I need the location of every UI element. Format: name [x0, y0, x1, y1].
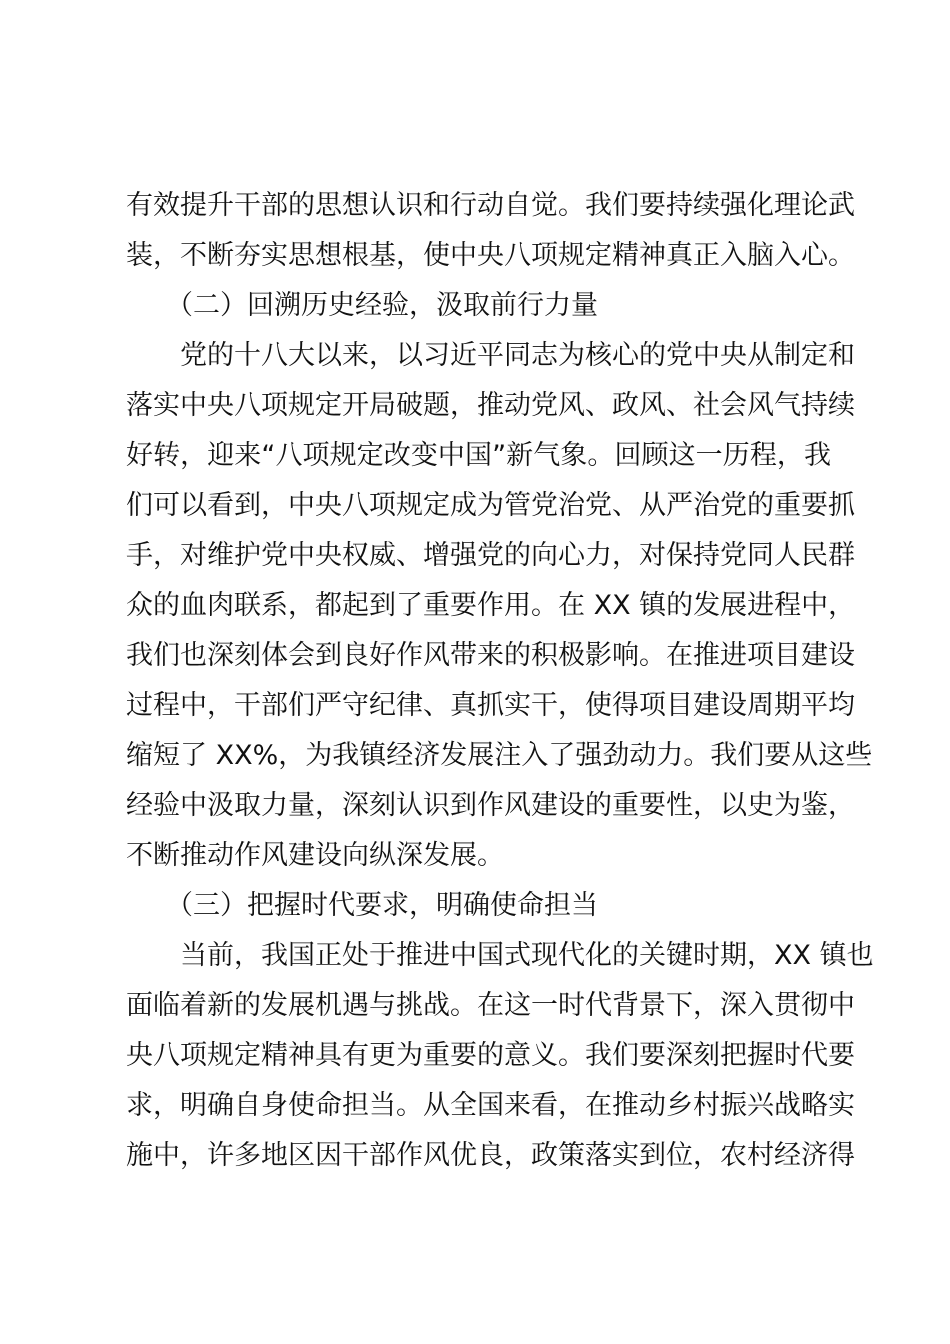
- paragraph-first-line: 党的十八大以来，以习近平同志为核心的党中央从制定和: [180, 340, 855, 371]
- paragraph-first-line: 当前，我国正处于推进中国式现代化的关键时期，XX 镇也: [180, 940, 874, 971]
- body-text-line: 央八项规定精神具有更为重要的意义。我们要深刻把握时代要: [126, 1040, 855, 1071]
- body-text-line: 求，明确自身使命担当。从全国来看，在推动乡村振兴战略实: [126, 1090, 855, 1121]
- body-text-line: 落实中央八项规定开局破题，推动党风、政风、社会风气持续: [126, 390, 855, 421]
- body-text-line: 施中，许多地区因干部作风优良，政策落实到位，农村经济得: [126, 1140, 855, 1171]
- body-text-line: 经验中汲取力量，深刻认识到作风建设的重要性，以史为鉴，: [126, 790, 855, 821]
- body-text-line: 过程中，干部们严守纪律、真抓实干，使得项目建设周期平均: [126, 690, 855, 721]
- body-text-line: 面临着新的发展机遇与挑战。在这一时代背景下，深入贯彻中: [126, 990, 855, 1021]
- body-text-line: 装，不断夯实思想根基，使中央八项规定精神真正入脑入心。: [126, 240, 855, 271]
- body-text-line: 手，对维护党中央权威、增强党的向心力，对保持党同人民群: [126, 540, 855, 571]
- body-text-line: 有效提升干部的思想认识和行动自觉。我们要持续强化理论武: [126, 190, 855, 221]
- body-text-line: 们可以看到，中央八项规定成为管党治党、从严治党的重要抓: [126, 490, 855, 521]
- body-text-line: 缩短了 XX%，为我镇经济发展注入了强劲动力。我们要从这些: [126, 740, 873, 771]
- body-text-line: 好转，迎来“八项规定改变中国”新气象。回顾这一历程，我: [126, 440, 831, 471]
- body-text-line: 众的血肉联系，都起到了重要作用。在 XX 镇的发展进程中，: [126, 590, 856, 621]
- body-text-line: 不断推动作风建设向纵深发展。: [126, 840, 504, 871]
- section-heading-2: （二）回溯历史经验，汲取前行力量: [166, 290, 598, 321]
- section-heading-3: （三）把握时代要求，明确使命担当: [166, 890, 598, 921]
- body-text-line: 我们也深刻体会到良好作风带来的积极影响。在推进项目建设: [126, 640, 855, 671]
